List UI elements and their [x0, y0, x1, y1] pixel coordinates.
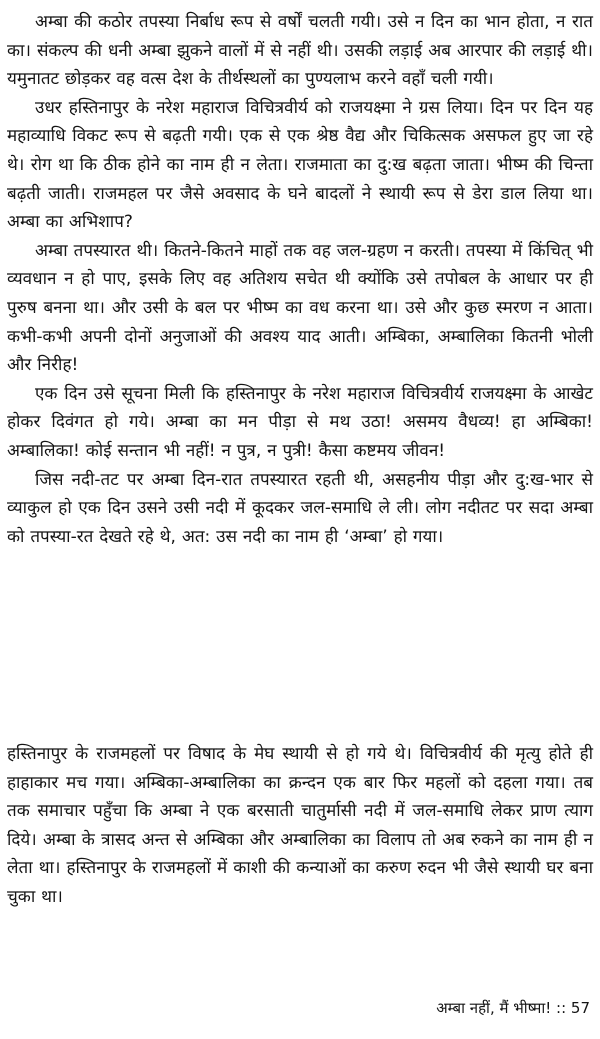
paragraph-amba-penance: अम्बा की कठोर तपस्या निर्बाध रूप से वर्षों चलती गयी। उसे न दिन का भान होता, न रात का। संकल्प की धनी अम्बा झुकने वालों में से नहीं थी। उसकी लड़ाई अब आरपार की लड़ाई थी। यमुनातट छोड़कर वह वत्स देश के तीर्थस्थलों का पुण्यलाभ करने वहाँ चली गयी। — [7, 12, 593, 90]
chapter-section-top — [7, 8, 593, 551]
paragraph-king-death-news: एक दिन उसे सूचना मिली कि हस्तिनापुर के नरेश महाराज विचित्रवीर्य राजयक्ष्मा के आखेट होकर दिवंगत हो गये। अम्बा का मन पीड़ा से मथ उठा! असमय वैधव्य! हा अम्बिका! अम्बालिका! कोई सन्तान भी नहीं! न पुत्र, न पुत्री! कैसा कष्टमय जीवन! — [7, 383, 593, 461]
chapter-section-bottom — [7, 740, 593, 912]
page-footer-running-title: अम्बा नहीं, मैं भीष्मा! :: 57 — [436, 999, 590, 1017]
paragraph-vichitravirya-illness: उधर हस्तिनापुर के नरेश महाराज विचित्रवीर्य को राजयक्ष्मा ने ग्रस लिया। दिन पर दिन यह महाव्याधि विकट रूप से बढ़ती गयी। एक से एक श्रेष्ठ वैद्य और चिकित्सक असफल हुए जा रहे थे। रोग था कि ठीक होने का नाम ही न लेता। राजमाता का दु:ख बढ़ता जाता। भीष्म की चिन्ता बढ़ती जाती। राजमहल पर जैसे अवसाद के घने बादलों ने स्थायी रूप से डेरा डाल लिया था। अम्बा का अभिशाप? — [7, 97, 593, 233]
paragraph-palace-mourning: हस्तिनापुर के राजमहलों पर विषाद के मेघ स्थायी से हो गये थे। विचित्रवीर्य की मृत्यु होते ही हाहाकार मच गया। अम्बिका-अम्बालिका का क्रन्दन एक बार फिर महलों को दहला गया। तब तक समाचार पहुँचा कि अम्बा ने एक बरसाती चातुर्मासी नदी में जल-समाधि लेकर प्राण त्याग दिये। अम्बा के त्रासद अन्त से अम्बिका और अम्बालिका का विलाप तो अब रुकने का नाम ही न लेता था। हस्तिनापुर के राजमहलों में काशी की कन्याओं का करुण रुदन भी जैसे स्थायी घर बना चुका था। — [7, 744, 593, 907]
paragraph-amba-resolve: अम्बा तपस्यारत थी। कितने-कितने माहों तक वह जल-ग्रहण न करती। तपस्या में किंचित् भी व्यवधान न हो पाए, इसके लिए वह अतिशय सचेत थी क्योंकि उसे तपोबल के आधार पर ही पुरुष बनना था। और उसी के बल पर भीष्म का वध करना था। उसे और कुछ स्मरण न आता। कभी-कभी अपनी दोनों अनुजाओं की अवश्य याद आती। अम्बिका, अम्बालिका कितनी भोली और निरीह! — [7, 240, 593, 376]
paragraph-amba-jal-samadhi: जिस नदी-तट पर अम्बा दिन-रात तपस्यारत रहती थी, असहनीय पीड़ा और दु:ख-भार से व्याकुल हो एक दिन उसने उसी नदी में कूदकर जल-समाधि ले ली। लोग नदीतट पर सदा अम्बा को तपस्या-रत देखते रहे थे, अत: उस नदी का नाम ही ‘अम्बा’ हो गया। — [7, 469, 593, 547]
